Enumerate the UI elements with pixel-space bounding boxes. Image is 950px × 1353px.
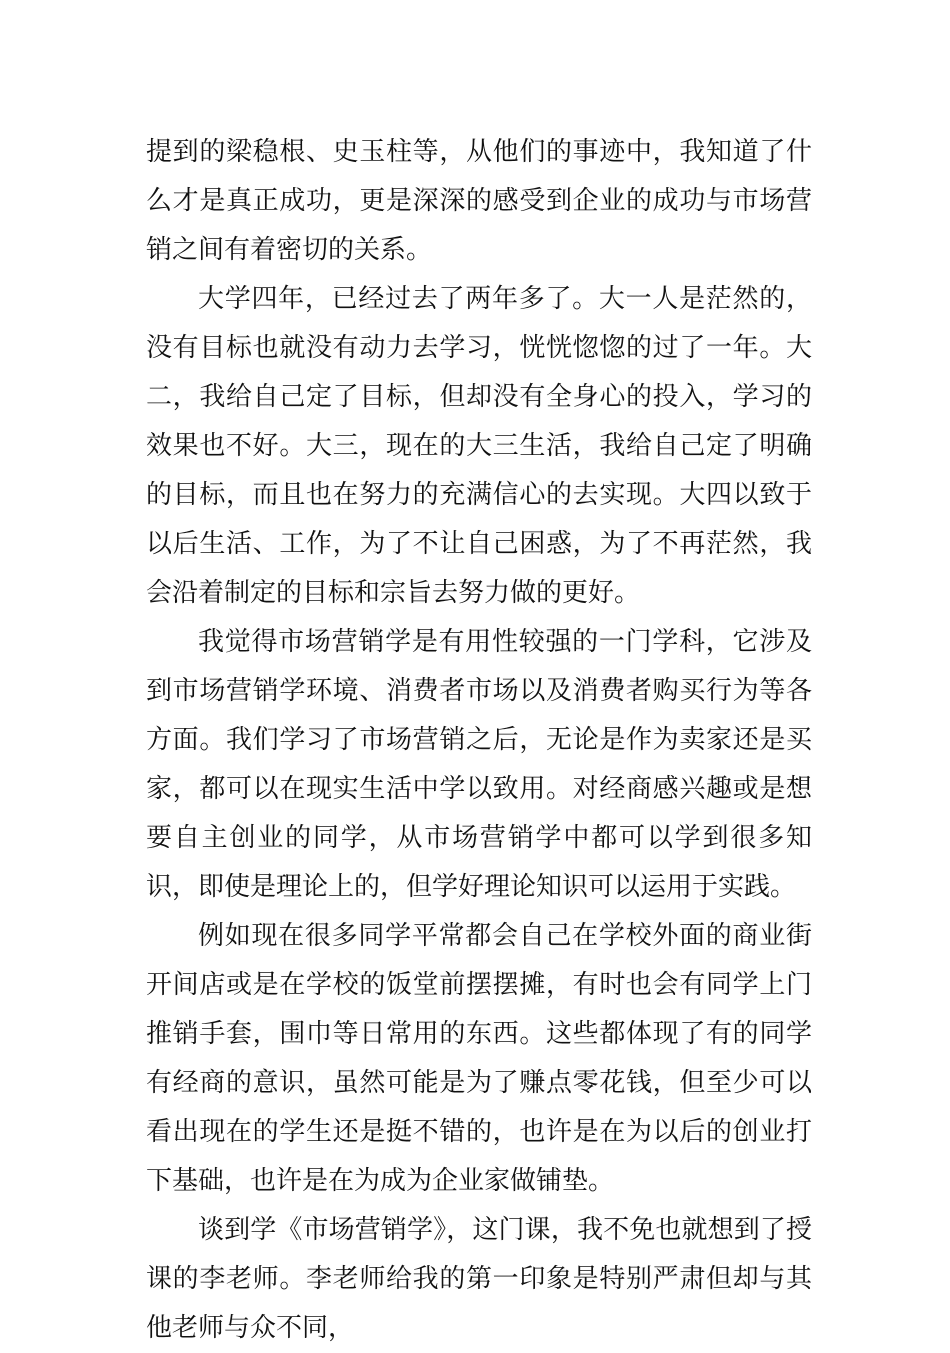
paragraph-2: 大学四年，已经过去了两年多了。大一人是茫然的，没有目标也就没有动力去学习，恍恍惚惚的过了一年。大二，我给自己定了目标，但却没有全身心的投入，学习的效果也不好。大三，现在的大三生活，我给自己定了明确的目标，而且也在努力的充满信心的去实现。大四以致于以后生活、工作，为了不让自己困惑，为了不再茫然，我会沿着制定的目标和宗旨去努力做的更好。 [146, 284, 812, 608]
paragraph-4: 例如现在很多同学平常都会自己在学校外面的商业街开间店或是在学校的饭堂前摆摆摊，有时也会有同学上门推销手套，围巾等日常用的东西。这些都体现了有的同学有经商的意识，虽然可能是为了赚点零花钱，但至少可以看出现在的学生还是挺不错的，也许是在为以后的创业打下基础，也许是在为成为企业家做铺垫。 [146, 921, 812, 1196]
document-body [146, 128, 812, 1353]
paragraph-1: 提到的梁稳根、史玉柱等，从他们的事迹中，我知道了什么才是真正成功，更是深深的感受到企业的成功与市场营销之间有着密切的关系。 [146, 137, 812, 265]
paragraph-5: 谈到学《市场营销学》，这门课，我不免也就想到了授课的李老师。李老师给我的第一印象是特别严肃但却与其他老师与众不同， [146, 1215, 812, 1343]
paragraph-3: 我觉得市场营销学是有用性较强的一门学科，它涉及到市场营销学环境、消费者市场以及消费者购买行为等各方面。我们学习了市场营销之后，无论是作为卖家还是买家，都可以在现实生活中学以致用。对经商感兴趣或是想要自主创业的同学，从市场营销学中都可以学到很多知识，即使是理论上的，但学好理论知识可以运用于实践。 [146, 627, 812, 902]
